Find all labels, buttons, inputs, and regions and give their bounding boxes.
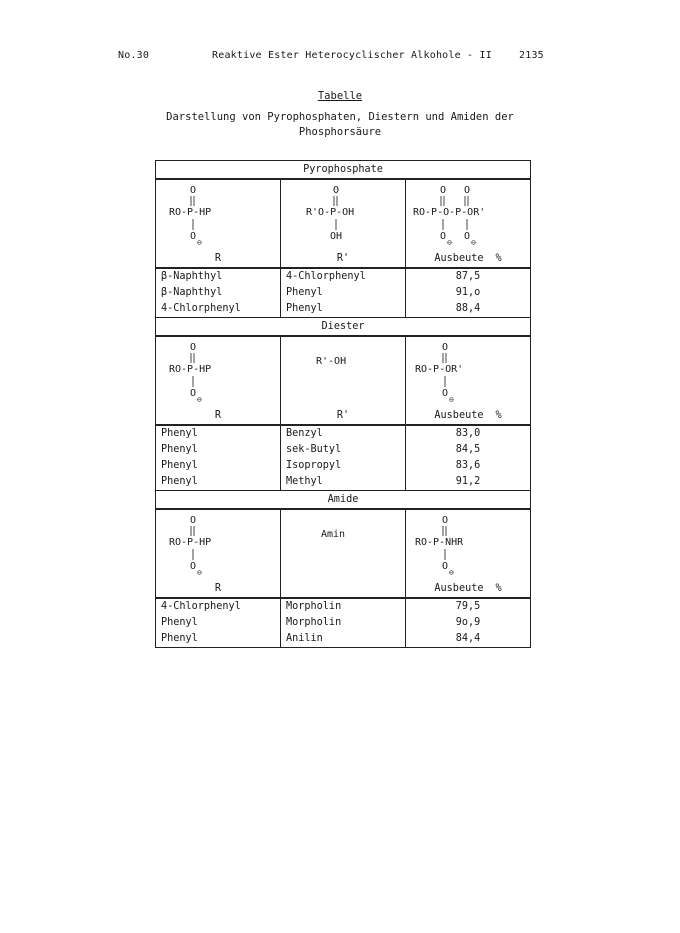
column-label-yield: Ausbeute % xyxy=(406,250,531,268)
journal-number: No.30 xyxy=(118,50,150,61)
svg-text:O: O xyxy=(440,185,447,196)
cell-yield: 87,5 xyxy=(406,268,531,285)
formula-charge: ⊖ xyxy=(197,395,202,404)
table-row xyxy=(156,615,531,631)
cell-rprime: Benzyl xyxy=(281,425,406,442)
phosphate-structure-drawing xyxy=(163,180,273,248)
section-title: Pyrophosphate xyxy=(156,161,531,180)
cell-yield: 91,2 xyxy=(406,474,531,491)
formula-main: RO-P-NHR xyxy=(415,537,464,548)
table-title: Tabelle xyxy=(317,90,363,102)
pyrophosphate-structure-drawing xyxy=(411,180,526,248)
cell-r: β-Naphthyl xyxy=(156,268,281,285)
cell-yield: 79,5 xyxy=(406,598,531,615)
formula-main: R'-OH xyxy=(316,356,347,367)
section-header-pyrophosphate xyxy=(156,161,531,180)
phosphate-structure-drawing xyxy=(163,510,273,578)
formula-charge: ⊖ xyxy=(449,568,454,577)
structure-row xyxy=(156,179,531,250)
cell-rprime: Methyl xyxy=(281,474,406,491)
cell-rprime: Phenyl xyxy=(281,301,406,318)
column-label-rprime: R' xyxy=(281,250,406,268)
formula-cell xyxy=(281,179,406,250)
cell-yield: 91,o xyxy=(406,285,531,301)
cell-yield: 84,4 xyxy=(406,631,531,648)
column-label-empty xyxy=(281,580,406,598)
cell-r: 4-Chlorphenyl xyxy=(156,598,281,615)
formula-oxygen-bottom: O xyxy=(440,231,447,242)
structure-row xyxy=(156,336,531,407)
cell-amine: Morpholin xyxy=(281,598,406,615)
table-row xyxy=(156,425,531,442)
column-label-r: R xyxy=(156,580,281,598)
phosphate-structure-drawing xyxy=(288,180,398,248)
cell-yield: 88,4 xyxy=(406,301,531,318)
table-row xyxy=(156,474,531,491)
diester-structure-drawing xyxy=(413,337,523,405)
section-title: Diester xyxy=(156,318,531,337)
phosphate-structure-drawing xyxy=(163,337,273,405)
formula-charge: ⊖ xyxy=(197,238,202,247)
cell-r: Phenyl xyxy=(156,442,281,458)
formula-main: R'O-P-OH xyxy=(306,207,355,218)
formula-oxygen-top: O xyxy=(190,185,197,196)
formula-cell xyxy=(406,179,531,250)
cell-rprime: Isopropyl xyxy=(281,458,406,474)
section-header-amide xyxy=(156,491,531,510)
svg-text:O: O xyxy=(464,185,471,196)
amine-formula xyxy=(288,510,398,578)
formula-cell xyxy=(281,336,406,407)
cell-yield: 84,5 xyxy=(406,442,531,458)
table-row xyxy=(156,598,531,615)
formula-main: Amin xyxy=(321,529,346,540)
table-row xyxy=(156,285,531,301)
formula-oxygen-bottom: O xyxy=(442,561,449,572)
cell-amine: Anilin xyxy=(281,631,406,648)
cell-yield: 83,0 xyxy=(406,425,531,442)
table-row xyxy=(156,458,531,474)
formula-hydroxyl-bottom: OH xyxy=(330,231,343,242)
table-row xyxy=(156,301,531,318)
formula-cell xyxy=(156,179,281,250)
cell-r: Phenyl xyxy=(156,425,281,442)
svg-text:O: O xyxy=(190,515,197,526)
column-label-r: R xyxy=(156,250,281,268)
running-title: Reaktive Ester Heterocyclischer Alkohole - II xyxy=(212,50,492,61)
cell-rprime: Phenyl xyxy=(281,285,406,301)
cell-r: β-Naphthyl xyxy=(156,285,281,301)
formula-charge: ⊖ xyxy=(447,238,452,247)
amide-structure-drawing xyxy=(413,510,523,578)
cell-r: 4-Chlorphenyl xyxy=(156,301,281,318)
table-caption-line-1: Darstellung von Pyrophosphaten, Diestern und Amiden der xyxy=(166,111,514,123)
section-header-diester xyxy=(156,318,531,337)
column-label-r: R xyxy=(156,407,281,425)
cell-r: Phenyl xyxy=(156,631,281,648)
formula-charge: ⊖ xyxy=(197,568,202,577)
alcohol-formula xyxy=(288,337,398,405)
formula-cell xyxy=(156,509,281,580)
formula-oxygen-bottom: O xyxy=(190,388,197,399)
svg-text:O: O xyxy=(333,185,340,196)
formula-main: RO-P-OR' xyxy=(415,364,464,375)
formula-oxygen-bottom: O xyxy=(190,231,197,242)
formula-main: RO-P-HP xyxy=(169,364,212,375)
table-row xyxy=(156,631,531,648)
column-label-row xyxy=(156,580,531,598)
page-number: 2135 xyxy=(519,50,544,61)
formula-main: RO-P-O-P-OR' xyxy=(413,207,486,218)
column-label-rprime: R' xyxy=(281,407,406,425)
cell-yield: 9o,9 xyxy=(406,615,531,631)
section-title: Amide xyxy=(156,491,531,510)
cell-rprime: sek-Butyl xyxy=(281,442,406,458)
column-label-yield: Ausbeute % xyxy=(406,580,531,598)
svg-text:O: O xyxy=(190,342,197,353)
formula-main: RO-P-HP xyxy=(169,537,212,548)
formula-main: RO-P-HP xyxy=(169,207,212,218)
cell-r: Phenyl xyxy=(156,615,281,631)
structure-row xyxy=(156,509,531,580)
column-label-row xyxy=(156,250,531,268)
cell-amine: Morpholin xyxy=(281,615,406,631)
formula-cell xyxy=(406,509,531,580)
svg-text:O: O xyxy=(442,342,449,353)
column-label-yield: Ausbeute % xyxy=(406,407,531,425)
formula-charge: ⊖ xyxy=(471,238,476,247)
cell-r: Phenyl xyxy=(156,474,281,491)
table-row xyxy=(156,442,531,458)
results-table xyxy=(155,160,531,648)
formula-cell xyxy=(156,336,281,407)
formula-oxygen-bottom: O xyxy=(442,388,449,399)
formula-oxygen-bottom: O xyxy=(190,561,197,572)
formula-charge: ⊖ xyxy=(449,395,454,404)
cell-rprime: 4-Chlorphenyl xyxy=(281,268,406,285)
cell-r: Phenyl xyxy=(156,458,281,474)
table-row xyxy=(156,268,531,285)
formula-oxygen-bottom: O xyxy=(464,231,471,242)
cell-yield: 83,6 xyxy=(406,458,531,474)
formula-cell xyxy=(406,336,531,407)
svg-text:O: O xyxy=(442,515,449,526)
column-label-row xyxy=(156,407,531,425)
table-caption-line-2: Phosphorsäure xyxy=(298,126,382,138)
formula-cell xyxy=(281,509,406,580)
